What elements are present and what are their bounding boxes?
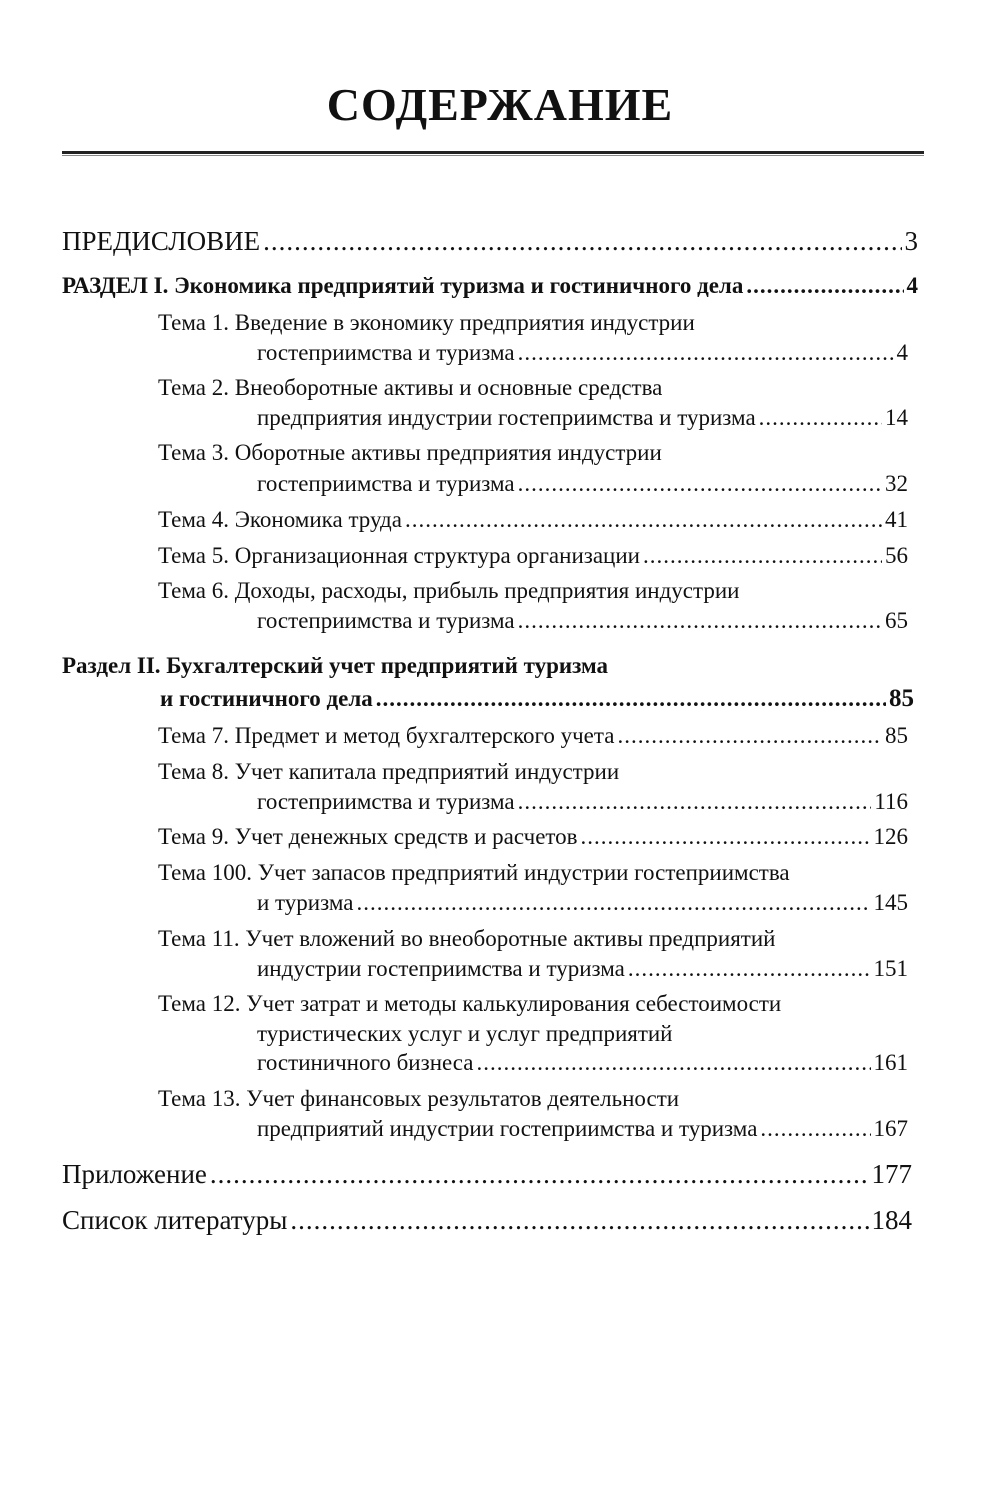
leader-dots [617, 724, 882, 747]
page-title: СОДЕРЖАНИЕ [326, 79, 674, 130]
leader-dots [746, 274, 903, 297]
toc-entry-label: и туризма [257, 890, 354, 915]
toc-section-1[interactable] [62, 274, 918, 297]
toc-topic-10-line1[interactable]: Тема 100. Учет запасов предприятий индустрии гостеприимства [158, 860, 790, 885]
toc-page-number: 145 [873, 890, 908, 915]
toc-topic-10[interactable] [257, 891, 908, 914]
leader-dots [210, 1161, 869, 1188]
toc-entry-label: гостиничного бизнеса [257, 1050, 474, 1075]
toc-page-number: 3 [904, 226, 918, 256]
toc-topic-8-line1[interactable]: Тема 8. Учет капитала предприятий индустрии [158, 759, 620, 784]
leader-dots [290, 1207, 868, 1234]
toc-entry-label: Тема 9. Учет денежных средств и расчетов [158, 824, 578, 849]
toc-topic-3-line1[interactable]: Тема 3. Оборотные активы предприятия индустрии [158, 440, 662, 465]
toc-page-number: 4 [906, 273, 918, 298]
toc-topic-1-line1[interactable]: Тема 1. Введение в экономику предприятия индустрии [158, 310, 695, 335]
leader-dots [405, 508, 882, 531]
toc-entry-references[interactable] [62, 1207, 912, 1234]
title-divider [62, 151, 924, 156]
leader-dots [518, 472, 882, 495]
toc-page-number: 56 [885, 543, 908, 568]
toc-entry-label: Тема 4. Экономика труда [158, 507, 402, 532]
toc-topic-4[interactable] [158, 508, 908, 531]
toc-topic-9[interactable] [158, 825, 908, 848]
toc-entry-label: Приложение [62, 1159, 207, 1189]
leader-dots [518, 790, 872, 813]
toc-topic-1[interactable] [257, 341, 908, 364]
toc-topic-2-line1[interactable]: Тема 2. Внеоборотные активы и основные средства [158, 375, 663, 400]
toc-entry-label: индустрии гостеприимства и туризма [257, 956, 625, 981]
toc-entry-label: гостеприимства и туризма [257, 340, 515, 365]
toc-page-number: 41 [885, 507, 908, 532]
toc-entry-label: ПРЕДИСЛОВИЕ [62, 226, 261, 256]
leader-dots [518, 341, 894, 364]
toc-topic-6[interactable] [257, 609, 908, 632]
toc-page-number: 32 [885, 471, 908, 496]
toc-topic-13-line1[interactable]: Тема 13. Учет финансовых результатов деятельности [158, 1086, 680, 1111]
toc-entry-label: гостеприимства и туризма [257, 471, 515, 496]
leader-dots [760, 1117, 870, 1140]
toc-topic-3[interactable] [257, 472, 908, 495]
leader-dots [376, 687, 886, 710]
toc-entry-label: Список литературы [62, 1205, 288, 1235]
leader-dots [518, 609, 882, 632]
toc-page-number: 151 [873, 956, 908, 981]
leader-dots [477, 1051, 871, 1074]
leader-dots [356, 891, 870, 914]
leader-dots [263, 228, 901, 255]
leader-dots [581, 825, 871, 848]
toc-section-2-line1[interactable]: Раздел II. Бухгалтерский учет предприятий туризма [62, 653, 609, 678]
toc-page-number: 85 [889, 685, 914, 712]
toc-topic-13[interactable] [257, 1117, 908, 1140]
toc-topic-12-line1[interactable]: Тема 12. Учет затрат и методы калькулирования себестоимости [158, 991, 782, 1016]
toc-topic-11[interactable] [257, 957, 908, 980]
toc-entry-appendix[interactable] [62, 1161, 912, 1188]
toc-entry-label: гостеприимства и туризма [257, 608, 515, 633]
toc-topic-11-line1[interactable]: Тема 11. Учет вложений во внеоборотные активы предприятий [158, 926, 776, 951]
toc-page-number: 4 [896, 340, 908, 365]
toc-topic-12[interactable] [257, 1051, 908, 1074]
toc-topic-8[interactable] [257, 790, 908, 813]
toc-entry-label: гостеприимства и туризма [257, 789, 515, 814]
toc-entry-label: предприятий индустрии гостеприимства и туризма [257, 1116, 758, 1141]
toc-page-number: 184 [871, 1205, 912, 1235]
toc-section-label: и гостиничного дела [160, 686, 373, 711]
leader-dots [643, 544, 882, 567]
toc-page-number: 161 [873, 1050, 908, 1075]
toc-section-label: РАЗДЕЛ I. Экономика предприятий туризма и гостиничного дела [62, 273, 744, 298]
toc-entry-preface[interactable] [62, 228, 918, 255]
toc-page-number: 177 [871, 1159, 912, 1189]
toc-page-number: 116 [874, 789, 908, 814]
toc-page-number: 85 [885, 723, 908, 748]
toc-entry-label: Тема 5. Организационная структура организации [158, 543, 640, 568]
toc-page-number: 65 [885, 608, 908, 633]
toc-entry-label: предприятия индустрии гостеприимства и туризма [257, 405, 756, 430]
toc-section-2[interactable] [160, 686, 914, 711]
leader-dots [628, 957, 871, 980]
toc-topic-6-line1[interactable]: Тема 6. Доходы, расходы, прибыль предприятия индустрии [158, 578, 740, 603]
toc-page-number: 167 [873, 1116, 908, 1141]
toc-page-number: 126 [873, 824, 908, 849]
leader-dots [759, 406, 882, 429]
toc-topic-5[interactable] [158, 544, 908, 567]
toc-topic-2[interactable] [257, 406, 908, 429]
toc-entry-label: Тема 7. Предмет и метод бухгалтерского учета [158, 723, 615, 748]
toc-topic-12-line2[interactable]: туристических услуг и услуг предприятий [257, 1021, 673, 1046]
toc-page-number: 14 [885, 405, 908, 430]
toc-topic-7[interactable] [158, 724, 908, 747]
